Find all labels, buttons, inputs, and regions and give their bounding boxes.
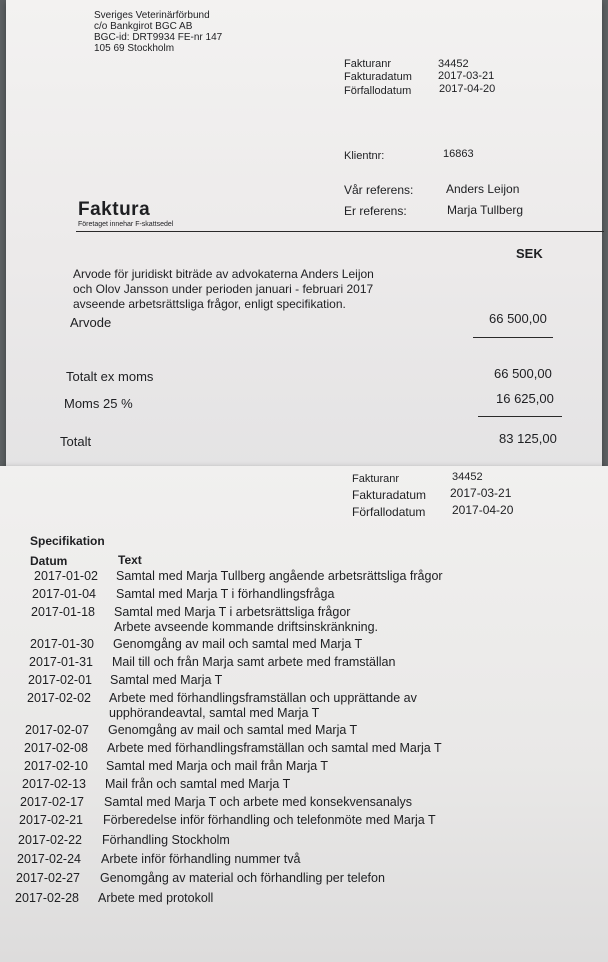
page2-fakturanr-value: 34452 xyxy=(452,471,483,483)
spec-row-text: Samtal med Marja T och arbete med konsekvensanalys xyxy=(104,795,413,809)
spec-row-date: 2017-02-13 xyxy=(22,777,86,791)
spec-row-text: Samtal med Marja och mail från Marja T xyxy=(106,759,329,773)
moms-value: 16 625,00 xyxy=(496,391,554,406)
spec-row-date: 2017-01-02 xyxy=(34,569,98,583)
var-referens-label: Vår referens: xyxy=(344,183,414,197)
page2-forfallodatum-label: Förfallodatum xyxy=(352,505,426,519)
page2-fakturanr-label: Fakturanr xyxy=(352,473,400,485)
spec-row-date: 2017-02-17 xyxy=(20,795,84,809)
page2-fakturadatum-value: 2017-03-21 xyxy=(450,486,512,500)
header-divider xyxy=(76,231,604,232)
spec-row-text-continued: Arbete avseende kommande driftsinskränkning. xyxy=(114,620,379,634)
var-referens-value: Anders Leijon xyxy=(446,182,520,196)
description-line-3: avseende arbetsrättsliga frågor, enligt specifikation. xyxy=(73,297,346,311)
spec-row-text: Förhandling Stockholm xyxy=(102,833,230,847)
klientnr-value: 16863 xyxy=(443,148,474,160)
specification-title: Specifikation xyxy=(30,534,105,548)
invoice-title: Faktura xyxy=(78,199,151,220)
spec-row-date: 2017-02-22 xyxy=(18,833,82,847)
spec-row-text: Arbete med protokoll xyxy=(98,891,214,905)
spec-row-date: 2017-02-02 xyxy=(27,691,91,705)
sender-postal: 105 69 Stockholm xyxy=(94,43,175,54)
spec-row-text: Genomgång av material och förhandling per telefon xyxy=(100,871,385,885)
spec-row-text: Genomgång av mail och samtal med Marja T xyxy=(108,723,358,737)
invoice-description xyxy=(73,267,374,312)
moms-underline xyxy=(478,416,562,417)
spec-row-text: Förberedelse inför förhandling och telefonmöte med Marja T xyxy=(103,813,436,827)
spec-row-date: 2017-01-18 xyxy=(31,605,95,619)
page2-fakturadatum-label: Fakturadatum xyxy=(352,488,427,502)
spec-row-text: Samtal med Marja Tullberg angående arbetsrättsliga frågor xyxy=(116,569,443,583)
col-header-text: Text xyxy=(118,553,142,567)
fakturadatum-label: Fakturadatum xyxy=(344,71,412,83)
sender-co: c/o Bankgirot BGC AB xyxy=(94,21,193,32)
col-header-date: Datum xyxy=(30,554,68,568)
spec-row-text: Arbete med förhandlingsframställan och samtal med Marja T xyxy=(107,741,442,755)
spec-row-date: 2017-02-21 xyxy=(19,813,83,827)
fakturanr-label: Fakturanr xyxy=(344,58,392,70)
moms-label: Moms 25 % xyxy=(64,396,133,411)
spec-row-text: Arbete inför förhandling nummer två xyxy=(101,852,301,866)
spec-row-date: 2017-01-31 xyxy=(29,655,93,669)
arvode-label: Arvode xyxy=(70,315,112,330)
spec-row-date: 2017-02-10 xyxy=(24,759,88,773)
spec-row-text: Arbete med förhandlingsframställan och upprättande av xyxy=(109,691,417,705)
spec-row-date: 2017-02-27 xyxy=(16,871,80,885)
spec-row-date: 2017-02-01 xyxy=(28,673,92,687)
invoice-page-2 xyxy=(0,466,608,962)
description-line-2: och Olov Jansson under perioden januari - februari 2017 xyxy=(73,282,374,296)
page2-forfallodatum-value: 2017-04-20 xyxy=(452,503,514,517)
description-line-1: Arvode för juridiskt biträde av advokaterna Anders Leijon xyxy=(73,267,374,281)
totalt-ex-moms-value: 66 500,00 xyxy=(494,366,552,381)
forfallodatum-value: 2017-04-20 xyxy=(439,83,496,95)
er-referens-label: Er referens: xyxy=(344,204,407,218)
currency-label: SEK xyxy=(516,246,543,261)
totalt-label: Totalt xyxy=(60,434,92,449)
spec-row-text: Genomgång av mail och samtal med Marja T xyxy=(113,637,363,651)
arvode-underline xyxy=(473,337,553,338)
sender-bgc: BGC-id: DRT9934 FE-nr 147 xyxy=(94,32,223,43)
spec-row-date: 2017-02-28 xyxy=(15,891,79,905)
er-referens-value: Marja Tullberg xyxy=(447,203,524,217)
klientnr-label: Klientnr: xyxy=(344,150,385,162)
f-skatt-note: Företaget innehar F-skattsedel xyxy=(78,221,174,228)
spec-row-date: 2017-01-30 xyxy=(30,637,94,651)
spec-row-text: Samtal med Marja T i arbetsrättsliga frågor xyxy=(114,605,351,619)
spec-row-date: 2017-02-07 xyxy=(25,723,89,737)
spec-row-text-continued: upphörandeavtal, samtal med Marja T xyxy=(109,706,320,720)
spec-row-text: Samtal med Marja T xyxy=(110,673,223,687)
sender-name: Sveriges Veterinärförbund xyxy=(94,10,210,21)
spec-row-date: 2017-02-24 xyxy=(17,852,81,866)
sender-address xyxy=(94,10,222,54)
totalt-ex-moms-label: Totalt ex moms xyxy=(66,369,154,384)
spec-row-date: 2017-01-04 xyxy=(32,587,96,601)
arvode-value: 66 500,00 xyxy=(489,311,547,326)
spec-row-text: Mail till och från Marja samt arbete med framställan xyxy=(112,655,396,669)
spec-row-text: Mail från och samtal med Marja T xyxy=(105,777,291,791)
forfallodatum-label: Förfallodatum xyxy=(344,85,412,97)
fakturadatum-value: 2017-03-21 xyxy=(438,70,495,82)
fakturanr-value: 34452 xyxy=(438,58,469,70)
totalt-value: 83 125,00 xyxy=(499,431,557,446)
spec-row-text: Samtal med Marja T i förhandlingsfråga xyxy=(116,587,335,601)
invoice-page-1 xyxy=(6,0,602,470)
spec-row-date: 2017-02-08 xyxy=(24,741,88,755)
